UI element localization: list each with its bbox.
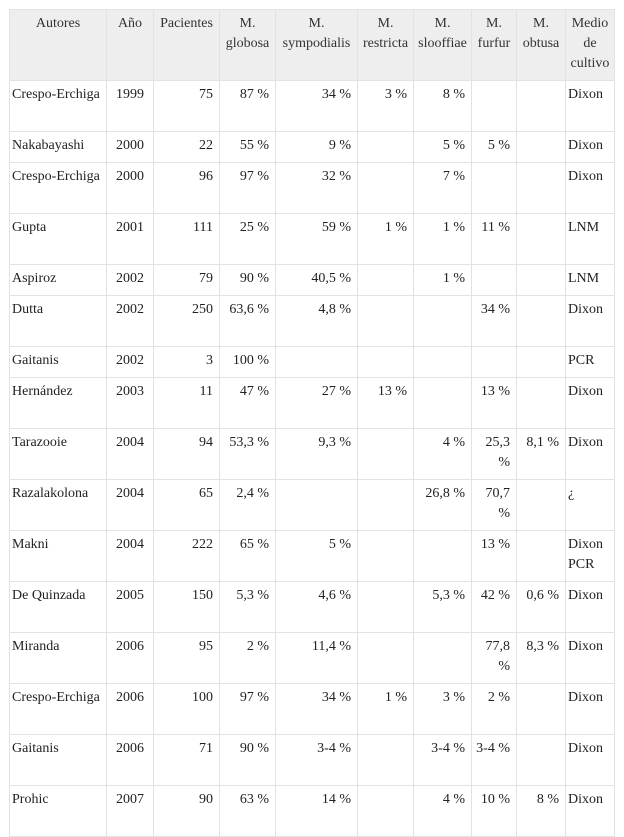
cell-authors: Dutta bbox=[10, 296, 107, 347]
cell-m-globosa: 2 % bbox=[220, 633, 276, 684]
cell-m-slooffiae: 7 % bbox=[414, 163, 472, 214]
cell-authors: Hernández bbox=[10, 378, 107, 429]
cell-culture-medium: Dixon bbox=[566, 163, 615, 214]
table-row bbox=[10, 429, 615, 480]
cell-year: 2006 bbox=[107, 684, 154, 735]
cell-m-obtusa bbox=[517, 265, 566, 296]
table-row bbox=[10, 132, 615, 163]
column-header-culture-medium: Medio de cultivo bbox=[566, 10, 615, 81]
cell-m-sympodialis: 34 % bbox=[276, 684, 358, 735]
cell-patients: 65 bbox=[154, 480, 220, 531]
cell-m-furfur bbox=[472, 81, 517, 132]
column-header-m-slooffiae: M. slooffiae bbox=[414, 10, 472, 81]
cell-m-globosa: 63 % bbox=[220, 786, 276, 837]
cell-m-globosa: 97 % bbox=[220, 163, 276, 214]
cell-m-furfur: 2 % bbox=[472, 684, 517, 735]
cell-m-obtusa bbox=[517, 347, 566, 378]
cell-m-globosa: 63,6 % bbox=[220, 296, 276, 347]
cell-m-globosa: 90 % bbox=[220, 265, 276, 296]
cell-m-furfur: 70,7 % bbox=[472, 480, 517, 531]
cell-m-globosa: 25 % bbox=[220, 214, 276, 265]
cell-m-globosa: 2,4 % bbox=[220, 480, 276, 531]
cell-authors: De Quinzada bbox=[10, 582, 107, 633]
table-row bbox=[10, 163, 615, 214]
cell-m-sympodialis: 40,5 % bbox=[276, 265, 358, 296]
cell-m-slooffiae bbox=[414, 296, 472, 347]
cell-authors: Aspiroz bbox=[10, 265, 107, 296]
cell-year: 2007 bbox=[107, 786, 154, 837]
cell-m-sympodialis: 11,4 % bbox=[276, 633, 358, 684]
cell-authors: Crespo-Erchiga bbox=[10, 163, 107, 214]
cell-m-restricta bbox=[358, 786, 414, 837]
cell-m-slooffiae: 5 % bbox=[414, 132, 472, 163]
cell-m-restricta: 1 % bbox=[358, 684, 414, 735]
table-header bbox=[10, 10, 615, 81]
cell-m-restricta bbox=[358, 429, 414, 480]
cell-culture-medium: Dixon bbox=[566, 429, 615, 480]
cell-m-furfur: 3-4 % bbox=[472, 735, 517, 786]
cell-culture-medium: Dixon bbox=[566, 81, 615, 132]
cell-m-furfur: 42 % bbox=[472, 582, 517, 633]
cell-m-restricta bbox=[358, 531, 414, 582]
cell-m-furfur: 11 % bbox=[472, 214, 517, 265]
cell-m-slooffiae: 1 % bbox=[414, 214, 472, 265]
cell-m-slooffiae: 4 % bbox=[414, 429, 472, 480]
cell-m-obtusa bbox=[517, 81, 566, 132]
cell-authors: Crespo-Erchiga bbox=[10, 684, 107, 735]
table-row bbox=[10, 81, 615, 132]
column-header-authors: Autores bbox=[10, 10, 107, 81]
cell-m-obtusa: 0,6 % bbox=[517, 582, 566, 633]
column-header-m-furfur: M. furfur bbox=[472, 10, 517, 81]
cell-m-sympodialis bbox=[276, 347, 358, 378]
cell-culture-medium: Dixon PCR bbox=[566, 531, 615, 582]
cell-year: 2002 bbox=[107, 347, 154, 378]
cell-culture-medium: Dixon bbox=[566, 684, 615, 735]
cell-m-slooffiae bbox=[414, 633, 472, 684]
cell-patients: 11 bbox=[154, 378, 220, 429]
cell-m-restricta bbox=[358, 582, 414, 633]
cell-year: 2000 bbox=[107, 163, 154, 214]
cell-m-sympodialis bbox=[276, 480, 358, 531]
cell-m-obtusa bbox=[517, 378, 566, 429]
cell-year: 2004 bbox=[107, 480, 154, 531]
table-row bbox=[10, 347, 615, 378]
cell-year: 2004 bbox=[107, 429, 154, 480]
cell-m-slooffiae: 3 % bbox=[414, 684, 472, 735]
cell-m-obtusa: 8,1 % bbox=[517, 429, 566, 480]
cell-m-obtusa bbox=[517, 480, 566, 531]
cell-m-furfur: 10 % bbox=[472, 786, 517, 837]
cell-m-globosa: 87 % bbox=[220, 81, 276, 132]
cell-culture-medium: Dixon bbox=[566, 582, 615, 633]
cell-m-sympodialis: 3-4 % bbox=[276, 735, 358, 786]
cell-culture-medium: Dixon bbox=[566, 378, 615, 429]
column-header-m-obtusa: M. obtusa bbox=[517, 10, 566, 81]
cell-authors: Gaitanis bbox=[10, 735, 107, 786]
cell-m-restricta: 1 % bbox=[358, 214, 414, 265]
cell-m-slooffiae: 26,8 % bbox=[414, 480, 472, 531]
cell-m-obtusa bbox=[517, 684, 566, 735]
table-container bbox=[9, 9, 615, 837]
cell-m-sympodialis: 32 % bbox=[276, 163, 358, 214]
cell-patients: 95 bbox=[154, 633, 220, 684]
cell-patients: 111 bbox=[154, 214, 220, 265]
table-body bbox=[10, 81, 615, 837]
cell-culture-medium: Dixon bbox=[566, 786, 615, 837]
cell-m-obtusa bbox=[517, 531, 566, 582]
cell-m-restricta bbox=[358, 480, 414, 531]
cell-year: 2003 bbox=[107, 378, 154, 429]
cell-m-furfur bbox=[472, 347, 517, 378]
cell-m-sympodialis: 34 % bbox=[276, 81, 358, 132]
table-row bbox=[10, 378, 615, 429]
cell-m-sympodialis: 9,3 % bbox=[276, 429, 358, 480]
cell-m-furfur: 5 % bbox=[472, 132, 517, 163]
cell-patients: 75 bbox=[154, 81, 220, 132]
column-header-patients: Pacientes bbox=[154, 10, 220, 81]
cell-patients: 96 bbox=[154, 163, 220, 214]
cell-m-sympodialis: 59 % bbox=[276, 214, 358, 265]
table-row bbox=[10, 531, 615, 582]
table-row bbox=[10, 296, 615, 347]
cell-authors: Tarazooie bbox=[10, 429, 107, 480]
cell-m-furfur: 34 % bbox=[472, 296, 517, 347]
cell-m-restricta bbox=[358, 347, 414, 378]
cell-m-restricta bbox=[358, 296, 414, 347]
cell-year: 1999 bbox=[107, 81, 154, 132]
table-row bbox=[10, 214, 615, 265]
cell-culture-medium: Dixon bbox=[566, 296, 615, 347]
cell-authors: Prohic bbox=[10, 786, 107, 837]
cell-culture-medium: PCR bbox=[566, 347, 615, 378]
cell-m-restricta bbox=[358, 735, 414, 786]
cell-m-globosa: 97 % bbox=[220, 684, 276, 735]
cell-m-slooffiae: 4 % bbox=[414, 786, 472, 837]
cell-m-restricta bbox=[358, 633, 414, 684]
cell-patients: 150 bbox=[154, 582, 220, 633]
cell-year: 2005 bbox=[107, 582, 154, 633]
header-row bbox=[10, 10, 615, 81]
cell-m-slooffiae: 3-4 % bbox=[414, 735, 472, 786]
column-header-m-globosa: M. globosa bbox=[220, 10, 276, 81]
cell-m-restricta: 3 % bbox=[358, 81, 414, 132]
cell-m-furfur: 25,3 % bbox=[472, 429, 517, 480]
cell-m-obtusa bbox=[517, 132, 566, 163]
cell-patients: 94 bbox=[154, 429, 220, 480]
table-row bbox=[10, 633, 615, 684]
cell-culture-medium: LNM bbox=[566, 214, 615, 265]
table-row bbox=[10, 735, 615, 786]
cell-m-sympodialis: 27 % bbox=[276, 378, 358, 429]
cell-authors: Gupta bbox=[10, 214, 107, 265]
cell-authors: Nakabayashi bbox=[10, 132, 107, 163]
cell-m-globosa: 100 % bbox=[220, 347, 276, 378]
cell-m-obtusa: 8 % bbox=[517, 786, 566, 837]
cell-m-slooffiae: 8 % bbox=[414, 81, 472, 132]
cell-m-furfur bbox=[472, 163, 517, 214]
cell-m-restricta: 13 % bbox=[358, 378, 414, 429]
cell-m-sympodialis: 5 % bbox=[276, 531, 358, 582]
cell-patients: 250 bbox=[154, 296, 220, 347]
cell-patients: 3 bbox=[154, 347, 220, 378]
cell-m-obtusa bbox=[517, 735, 566, 786]
column-header-year: Año bbox=[107, 10, 154, 81]
cell-patients: 79 bbox=[154, 265, 220, 296]
table-row bbox=[10, 582, 615, 633]
cell-authors: Razalakolona bbox=[10, 480, 107, 531]
cell-m-globosa: 5,3 % bbox=[220, 582, 276, 633]
cell-m-sympodialis: 4,6 % bbox=[276, 582, 358, 633]
cell-patients: 100 bbox=[154, 684, 220, 735]
cell-culture-medium: ¿ bbox=[566, 480, 615, 531]
cell-m-slooffiae bbox=[414, 378, 472, 429]
cell-authors: Gaitanis bbox=[10, 347, 107, 378]
table-row bbox=[10, 684, 615, 735]
cell-m-sympodialis: 14 % bbox=[276, 786, 358, 837]
cell-authors: Crespo-Erchiga bbox=[10, 81, 107, 132]
cell-m-sympodialis: 4,8 % bbox=[276, 296, 358, 347]
cell-year: 2006 bbox=[107, 735, 154, 786]
cell-m-restricta bbox=[358, 163, 414, 214]
cell-m-slooffiae: 1 % bbox=[414, 265, 472, 296]
cell-culture-medium: LNM bbox=[566, 265, 615, 296]
cell-year: 2006 bbox=[107, 633, 154, 684]
cell-m-globosa: 55 % bbox=[220, 132, 276, 163]
cell-m-obtusa: 8,3 % bbox=[517, 633, 566, 684]
cell-m-obtusa bbox=[517, 214, 566, 265]
cell-m-slooffiae bbox=[414, 347, 472, 378]
cell-year: 2000 bbox=[107, 132, 154, 163]
cell-year: 2001 bbox=[107, 214, 154, 265]
column-header-m-restricta: M. restricta bbox=[358, 10, 414, 81]
cell-year: 2004 bbox=[107, 531, 154, 582]
column-header-m-sympodialis: M. sympodialis bbox=[276, 10, 358, 81]
cell-m-slooffiae bbox=[414, 531, 472, 582]
table-row bbox=[10, 480, 615, 531]
cell-m-furfur: 77,8 % bbox=[472, 633, 517, 684]
cell-m-globosa: 65 % bbox=[220, 531, 276, 582]
cell-authors: Miranda bbox=[10, 633, 107, 684]
cell-m-globosa: 53,3 % bbox=[220, 429, 276, 480]
cell-m-sympodialis: 9 % bbox=[276, 132, 358, 163]
cell-patients: 90 bbox=[154, 786, 220, 837]
cell-m-furfur bbox=[472, 265, 517, 296]
cell-year: 2002 bbox=[107, 265, 154, 296]
cell-m-slooffiae: 5,3 % bbox=[414, 582, 472, 633]
cell-m-furfur: 13 % bbox=[472, 531, 517, 582]
cell-m-restricta bbox=[358, 132, 414, 163]
cell-culture-medium: Dixon bbox=[566, 735, 615, 786]
cell-year: 2002 bbox=[107, 296, 154, 347]
cell-m-furfur: 13 % bbox=[472, 378, 517, 429]
cell-culture-medium: Dixon bbox=[566, 633, 615, 684]
cell-patients: 71 bbox=[154, 735, 220, 786]
cell-m-globosa: 47 % bbox=[220, 378, 276, 429]
cell-m-obtusa bbox=[517, 296, 566, 347]
malassezia-species-table bbox=[9, 9, 615, 837]
table-row bbox=[10, 786, 615, 837]
cell-m-globosa: 90 % bbox=[220, 735, 276, 786]
cell-authors: Makni bbox=[10, 531, 107, 582]
cell-m-restricta bbox=[358, 265, 414, 296]
cell-culture-medium: Dixon bbox=[566, 132, 615, 163]
cell-patients: 22 bbox=[154, 132, 220, 163]
cell-patients: 222 bbox=[154, 531, 220, 582]
cell-m-obtusa bbox=[517, 163, 566, 214]
table-row bbox=[10, 265, 615, 296]
